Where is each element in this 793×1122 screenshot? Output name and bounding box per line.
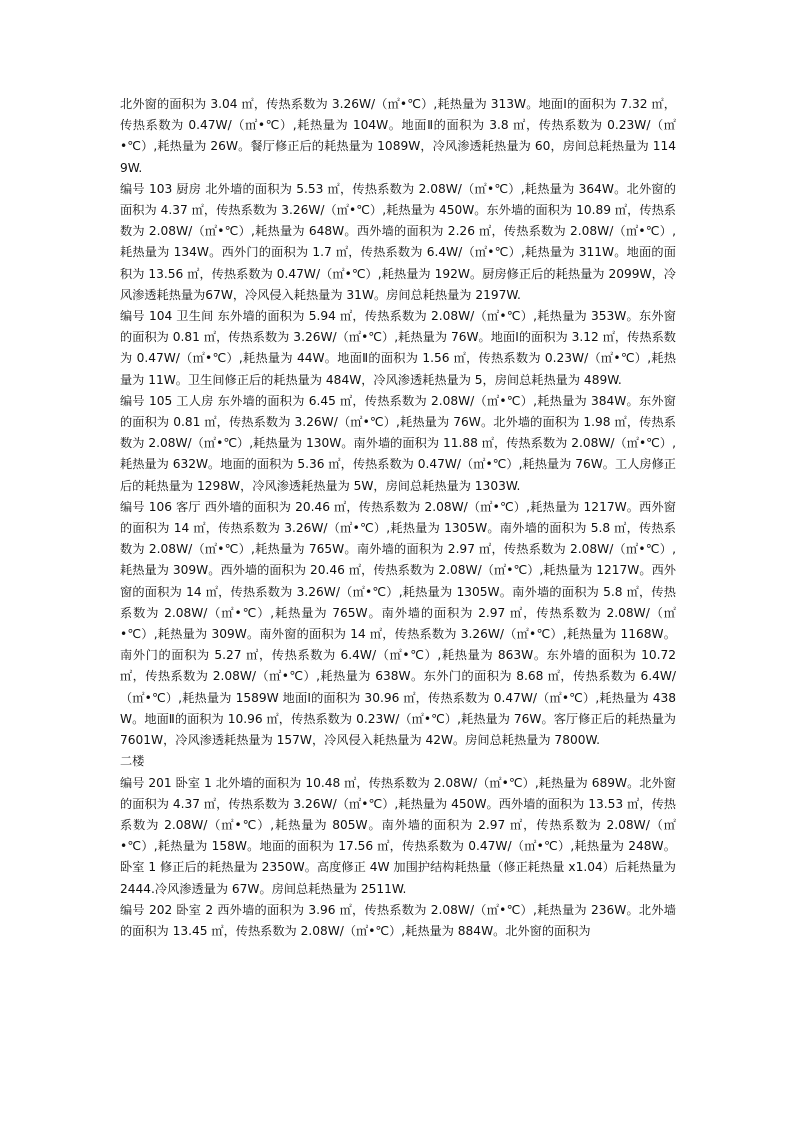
paragraph-dining-room-continued: 北外窗的面积为 3.04 ㎡，传热系数为 3.26W/（㎡•℃）,耗热量为 313W。地面Ⅰ的面积为 7.32 ㎡，传热系数为 0.47W/（㎡•℃）,耗热量为 104W。地面Ⅱ的面积为 3.8 ㎡，传热系数为 0.23W/（㎡•℃）,耗热量为 26W。餐厅修正后的耗热量为 1089W，冷风渗透耗热量为 60，房间总耗热量为 1149W.	[120, 97, 676, 175]
paragraph-room-103-kitchen: 编号 103 厨房 北外墙的面积为 5.53 ㎡，传热系数为 2.08W/（㎡•℃）,耗热量为 364W。北外窗的面积为 4.37 ㎡，传热系数为 3.26W/（㎡•℃）,耗热量为 450W。东外墙的面积为 10.89 ㎡，传热系数为 2.08W/（㎡•℃）,耗热量为 648W。西外墙的面积为 2.26 ㎡，传热系数为 2.08W/（㎡•℃）,耗热量为 134W。西外门的面积为 1.7 ㎡，传热系数为 6.4W/（㎡•℃）,耗热量为 311W。地面的面积为 13.56 ㎡，传热系数为 0.47W/（㎡•℃）,耗热量为 192W。厨房修正后的耗热量为 2099W，冷风渗透耗热量为67W，冷风侵入耗热量为 31W。房间总耗热量为 2197W.	[120, 181, 676, 302]
paragraph-room-106-living-room: 编号 106 客厅 西外墙的面积为 20.46 ㎡，传热系数为 2.08W/（㎡•℃）,耗热量为 1217W。西外窗的面积为 14 ㎡，传热系数为 3.26W/（㎡•℃）,耗热量为 1305W。南外墙的面积为 5.8 ㎡，传热系数为 2.08W/（㎡•℃）,耗热量为 765W。南外墙的面积为 2.97 ㎡，传热系数为 2.08W/（㎡•℃）,耗热量为 309W。西外墙的面积为 20.46 ㎡，传热系数为 2.08W/（㎡•℃）,耗热量为 1217W。西外窗的面积为 14 ㎡，传热系数为 3.26W/（㎡•℃）,耗热量为 1305W。南外墙的面积为 5.8 ㎡，传热系数为 2.08W/（㎡•℃）,耗热量为 765W。南外墙的面积为 2.97 ㎡，传热系数为 2.08W/（㎡•℃）,耗热量为 309W。南外窗的面积为 14 ㎡，传热系数为 3.26W/（㎡•℃）,耗热量为 1168W。南外门的面积为 5.27 ㎡，传热系数为 6.4W/（㎡•℃）,耗热量为 863W。东外墙的面积为 10.72 ㎡，传热系数为 2.08W/（㎡•℃）,耗热量为 638W。东外门的面积为 8.68 ㎡，传热系数为 6.4W/（㎡•℃）,耗热量为 1589W 地面Ⅰ的面积为 30.96 ㎡，传热系数为 0.47W/（㎡•℃）,耗热量为 438W。地面Ⅱ的面积为 10.96 ㎡，传热系数为 0.23W/（㎡•℃）,耗热量为 76W。客厅修正后的耗热量为 7601W，冷风渗透耗热量为 157W，冷风侵入耗热量为 42W。房间总耗热量为 7800W.	[120, 499, 676, 748]
paragraph-room-202-bedroom-2: 编号 202 卧室 2 西外墙的面积为 3.96 ㎡，传热系数为 2.08W/（㎡•℃）,耗热量为 236W。北外墙的面积为 13.45 ㎡，传热系数为 2.08W/（㎡•℃）,耗热量为 884W。北外窗的面积为	[120, 902, 676, 938]
paragraph-room-104-bathroom: 编号 104 卫生间 东外墙的面积为 5.94 ㎡，传热系数为 2.08W/（㎡•℃）,耗热量为 353W。东外窗的面积为 0.81 ㎡，传热系数为 3.26W/（㎡•℃）,耗热量为 76W。地面Ⅰ的面积为 3.12 ㎡，传热系数为 0.47W/（㎡•℃）,耗热量为 44W。地面Ⅱ的面积为 1.56 ㎡，传热系数为 0.23W/（㎡•℃）,耗热量为 11W。卫生间修正后的耗热量为 484W，冷风渗透耗热量为 5，房间总耗热量为 489W.	[120, 309, 676, 387]
paragraph-room-105-worker-room: 编号 105 工人房 东外墙的面积为 6.45 ㎡，传热系数为 2.08W/（㎡•℃）,耗热量为 384W。东外窗的面积为 0.81 ㎡，传热系数为 3.26W/（㎡•℃）,耗热量为 76W。北外墙的面积为 1.98 ㎡，传热系数为 2.08W/（㎡•℃）,耗热量为 130W。南外墙的面积为 11.88 ㎡，传热系数为 2.08W/（㎡•℃）,耗热量为 632W。地面的面积为 5.36 ㎡，传热系数为 0.47W/（㎡•℃）,耗热量为 76W。工人房修正后的耗热量为 1298W，冷风渗透耗热量为 5W，房间总耗热量为 1303W.	[120, 393, 676, 493]
document-body	[120, 94, 676, 942]
paragraph-room-201-bedroom-1: 编号 201 卧室 1 北外墙的面积为 10.48 ㎡，传热系数为 2.08W/（㎡•℃）,耗热量为 689W。北外窗的面积为 4.37 ㎡，传热系数为 3.26W/（㎡•℃）,耗热量为 450W。西外墙的面积为 13.53 ㎡，传热系数为 2.08W/（㎡•℃）,耗热量为 805W。南外墙的面积为 2.97 ㎡，传热系数为 2.08W/（㎡•℃）,耗热量为 158W。地面的面积为 17.56 ㎡，传热系数为 0.47W/（㎡•℃）,耗热量为 248W。卧室 1 修正后的耗热量为 2350W。高度修正 4W 加围护结构耗热量（修正耗热量 x1.04）后耗热量为 2444.冷风渗透量为 67W。房间总耗热量为 2511W.	[120, 775, 676, 896]
section-heading-second-floor: 二楼	[120, 754, 145, 769]
